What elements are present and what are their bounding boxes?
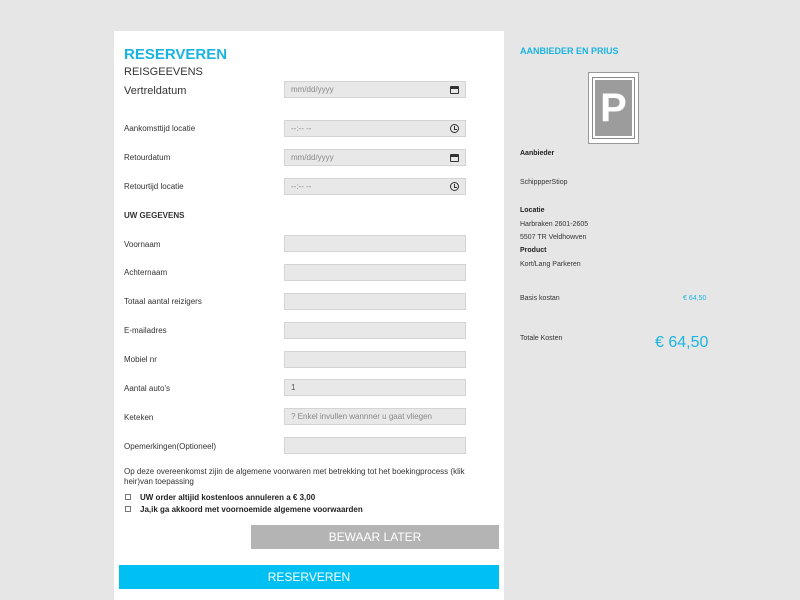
opmerkingen-input[interactable] bbox=[284, 437, 466, 454]
uw-gegevens-heading: UW GEGEVENS bbox=[124, 211, 185, 220]
keteken-placeholder: ? Enkel invullen wannner u gaat vliegen bbox=[291, 412, 432, 421]
locatie-label: Locatie bbox=[520, 207, 545, 214]
basis-value: € 64,50 bbox=[683, 295, 707, 302]
retourdatum-value: mm/dd/yyyy bbox=[291, 153, 334, 162]
autos-input[interactable] bbox=[284, 379, 466, 396]
keteken-input[interactable] bbox=[284, 408, 466, 425]
retourdatum-input[interactable] bbox=[284, 149, 466, 166]
mobiel-input[interactable] bbox=[284, 351, 466, 368]
keteken-label: Keteken bbox=[124, 413, 154, 422]
locatie-line2: 5507 TR Veldhowven bbox=[520, 234, 587, 241]
bewaar-later-button[interactable]: BEWAAR LATER bbox=[251, 525, 499, 549]
form-subtitle: REISGEEVENS bbox=[124, 66, 203, 78]
retourtijd-value: --:-- -- bbox=[291, 182, 312, 191]
reizigers-input[interactable] bbox=[284, 293, 466, 310]
vertreldatum-label: Vertreldatum bbox=[124, 85, 187, 97]
reserveren-button[interactable]: RESERVEREN bbox=[119, 565, 499, 589]
sidebar-title: AANBIEDER EN PRIUS bbox=[520, 46, 619, 56]
reservation-form-card bbox=[114, 31, 504, 600]
locatie-line1: Harbraken 2601-2605 bbox=[520, 221, 589, 228]
form-title: RESERVEREN bbox=[124, 46, 228, 63]
aanbieder-value: SchippperStiop bbox=[520, 179, 568, 186]
product-label: Product bbox=[520, 247, 547, 254]
totale-value: € 64,50 bbox=[655, 334, 709, 351]
retourtijd-input[interactable] bbox=[284, 178, 466, 195]
autos-label: Aantal auto's bbox=[124, 384, 171, 393]
annuleren-checkbox[interactable] bbox=[125, 494, 131, 500]
parking-p-icon: P bbox=[593, 78, 634, 138]
parking-logo bbox=[588, 72, 639, 144]
basis-label: Basis kostan bbox=[520, 295, 560, 302]
calendar-icon[interactable] bbox=[450, 154, 459, 162]
retourdatum-label: Retourdatum bbox=[124, 153, 171, 162]
calendar-icon[interactable] bbox=[450, 86, 459, 94]
voornaam-label: Voornaam bbox=[124, 240, 161, 249]
clock-icon[interactable] bbox=[450, 124, 459, 133]
mobiel-label: Mobiel nr bbox=[124, 355, 157, 364]
terms-text[interactable]: Op deze overeenkomst zijin de algemene voorwaren met betrekking tot het boekingprocess (klik heir)van toepassing bbox=[124, 467, 465, 486]
product-value: Kort/Lang Parkeren bbox=[520, 261, 581, 268]
vertreldatum-value: mm/dd/yyyy bbox=[291, 85, 334, 94]
totale-label: Totale Kosten bbox=[520, 335, 563, 342]
aankomsttijd-label: Aankomsttijd locatie bbox=[124, 124, 196, 133]
autos-value: 1 bbox=[291, 383, 296, 392]
akkoord-label: Ja,ik ga akkoord met voornoemide algemene voorwaarden bbox=[140, 505, 363, 514]
opmerkingen-label: Opemerkingen(Optioneel) bbox=[124, 442, 217, 451]
clock-icon[interactable] bbox=[450, 182, 459, 191]
provider-sidebar bbox=[520, 0, 720, 600]
email-label: E-mailadres bbox=[124, 326, 167, 335]
aankomsttijd-input[interactable] bbox=[284, 120, 466, 137]
voornaam-input[interactable] bbox=[284, 235, 466, 252]
vertreldatum-input[interactable] bbox=[284, 81, 466, 98]
akkoord-checkbox[interactable] bbox=[125, 506, 131, 512]
retourtijd-label: Retourtijd locatie bbox=[124, 182, 184, 191]
aanbieder-label: Aanbieder bbox=[520, 150, 555, 157]
annuleren-label: UW order altijid kostenloos annuleren a € 3,00 bbox=[140, 493, 316, 502]
email-input[interactable] bbox=[284, 322, 466, 339]
reizigers-label: Totaal aantal reizigers bbox=[124, 297, 202, 306]
achternaam-label: Achternaam bbox=[124, 268, 168, 277]
aankomsttijd-value: --:-- -- bbox=[291, 124, 312, 133]
achternaam-input[interactable] bbox=[284, 264, 466, 281]
